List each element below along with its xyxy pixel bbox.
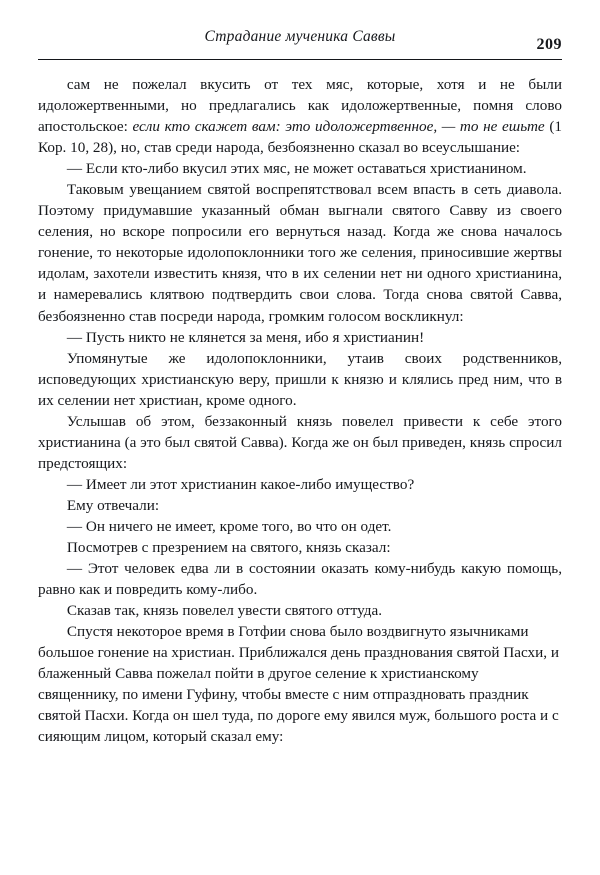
text-run: — Этот человек едва ли в состоянии оказать кому-нибудь какую помощь, равно как и повредить кому-либо. <box>38 560 562 599</box>
running-title: Страдание мученика Саввы <box>204 28 396 45</box>
quoted-scripture: если кто скажет вам: это идоложертвенное, — то не ешьте <box>132 118 545 136</box>
paragraph <box>38 158 562 179</box>
paragraph <box>38 474 562 495</box>
paragraph <box>38 516 562 537</box>
page-header <box>38 28 562 54</box>
paragraph <box>38 558 562 600</box>
paragraph <box>38 348 562 411</box>
text-run: (1 Кор. 10, 28), но, став среди народа, безбоязненно сказал во всеуслышание: <box>38 118 562 157</box>
text-run: Спустя некоторое время в Готфии снова было воздвигнуто язычниками большое гонение на христиан. Приближался день празднования святой Пасхи, и блаженный Савва пожелал пойти в другое селение к христианскому священнику, по имени Гуфину, чтобы вместе с ним отпраздновать праздник святой Пасхи. Когда он шел туда, по дороге ему явился муж, большого роста и с сияющим лицом, который сказал ему: <box>38 623 559 746</box>
paragraph <box>38 74 562 158</box>
body-text <box>38 74 562 748</box>
page-number: 209 <box>536 36 562 53</box>
text-run: Сказав так, князь повелел увести святого оттуда. <box>66 602 383 620</box>
text-run: Услышав об этом, беззаконный князь повелел привести к себе этого христианина (а это был святой Савва). Когда же он был приведен, князь спросил предстоящих: <box>38 412 562 472</box>
paragraph <box>38 411 562 474</box>
text-run: — Он ничего не имеет, кроме того, во что он одет. <box>66 517 392 535</box>
paragraph <box>38 537 562 558</box>
paragraph <box>38 600 562 621</box>
text-run: Упомянутые же идолопоклонники, утаив своих родственников, исповедующих христианскую веру, пришли к князю и клялись пред ним, что в их селении нет христиан, кроме одного. <box>38 349 562 409</box>
text-run: — Пусть никто не клянется за меня, ибо я христианин! <box>66 328 425 346</box>
text-run: — Если кто-либо вкусил этих мяс, не может оставаться христианином. <box>66 160 527 178</box>
header-rule <box>38 59 562 60</box>
paragraph <box>38 179 562 326</box>
paragraph <box>38 495 562 516</box>
text-run: — Имеет ли этот христианин какое-либо имущество? <box>66 475 415 493</box>
text-run: Ему отвечали: <box>66 496 160 514</box>
text-run: Посмотрев с презрением на святого, князь сказал: <box>66 539 391 557</box>
paragraph <box>38 327 562 348</box>
text-run: Таковым увещанием святой воспрепятствовал всем впасть в сеть диавола. Поэтому придумавшие указанный обман выгнали святого Савву из своего селения, но вскоре попросили его вернуться назад. Когда же снова началось гонение, то некоторые идолопоклонники того же селения, приносившие жертвы идолам, захотели известить князя, что в их селении нет ни одного христианина, и намеревались клятвою подтвердить свои слова. Тогда снова святой Савва, безбоязненно став посреди народа, громким голосом воскликнул: <box>38 181 562 325</box>
paragraph <box>38 621 562 747</box>
text-run: сам не пожелал вкусить от тех мяс, которые, хотя и не были идоложертвенными, но предлагались как идоложертвенные, помня слово апостольское: <box>38 76 562 136</box>
